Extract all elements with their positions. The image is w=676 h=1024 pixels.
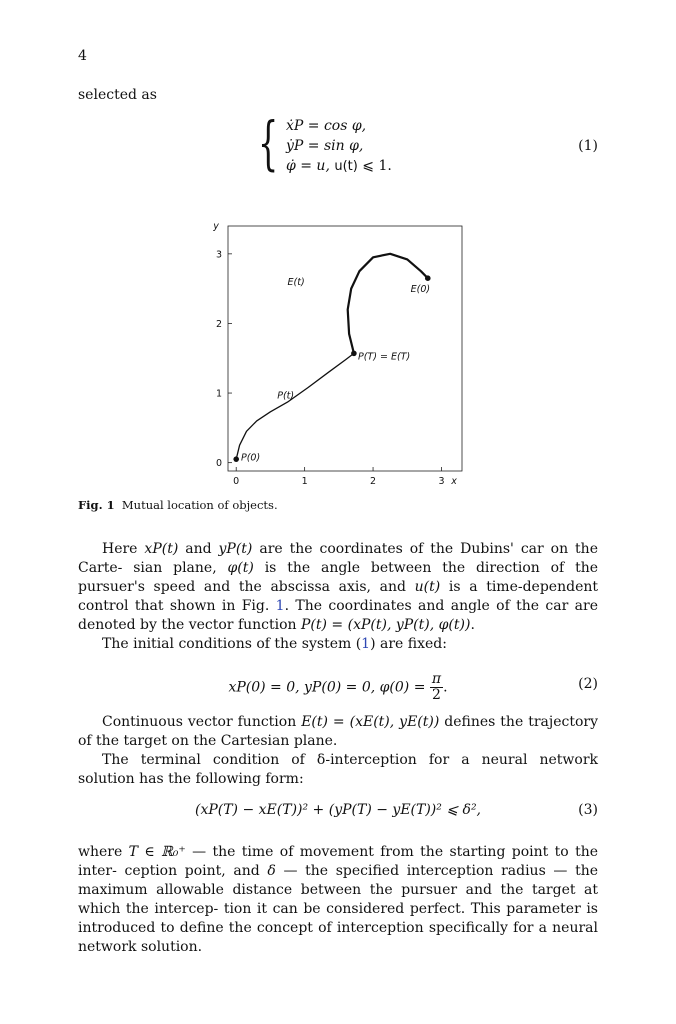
left-brace-icon: {	[258, 109, 279, 177]
point-e-0-	[425, 275, 431, 281]
annotation-e0: E(0)	[410, 284, 431, 296]
p1-s9: is a time-dependent control that shown in Fig.	[78, 579, 598, 614]
paragraph-3	[78, 713, 598, 789]
p1-s5: are the coordinates of the Dubins' car on the Carte- sian plane,	[78, 541, 598, 576]
figure-caption	[78, 498, 278, 512]
y-tick-label-2: 2	[215, 318, 222, 330]
p2-s1: The initial conditions of the system (	[102, 636, 362, 652]
pi-over-two	[430, 672, 443, 703]
equation-1-line-2: ẏP = sin φ,	[286, 138, 364, 154]
p1-s8: u(t)	[414, 579, 441, 595]
plot-frame	[228, 226, 462, 471]
equation-3: (xP(T) − xE(T))² + (yP(T) − yE(T))² ⩽ δ²,	[194, 802, 482, 818]
p1-s11: . The coordinates and angle of the car are denoted by the vector function	[78, 598, 598, 633]
p3-s2: E(t) = (xE(t), yE(t))	[301, 714, 440, 730]
equation-1-line-1: ẋP = cos φ,	[286, 118, 367, 134]
y-axis-label: y	[213, 221, 219, 232]
equation-3-number: (3)	[578, 802, 598, 818]
p3-s3: defines the trajectory of the target on the Cartesian plane.	[78, 714, 598, 749]
equation-1-link[interactable]: 1	[361, 636, 371, 652]
y-tick-label-0: 0	[215, 458, 222, 470]
equation-1-number: (1)	[578, 138, 598, 154]
equation-1	[258, 109, 412, 178]
x-tick-label-3: 3	[438, 476, 445, 487]
point-p-t-e-t-	[351, 351, 357, 357]
y-tick-label-1: 1	[215, 388, 222, 400]
trajectory-chart	[180, 218, 480, 490]
paragraph-4: The terminal condition of δ-interception for a neural network solution has the following form:	[78, 752, 598, 787]
p1-s6: φ(t)	[227, 560, 254, 576]
equation-1-control: u(t)	[334, 159, 358, 174]
series-target-path	[348, 254, 431, 354]
equation-2-tail: .	[443, 679, 448, 696]
x-axis-label: x	[451, 476, 457, 487]
equation-2-lhs: xP(0) = 0, yP(0) = 0, φ(0) =	[228, 679, 426, 696]
p1-s13: .	[470, 617, 475, 633]
page-number: 4	[78, 48, 87, 64]
fraction-numerator: π	[431, 671, 442, 687]
point-p-0-	[233, 456, 239, 462]
fraction-denominator: 2	[432, 687, 441, 703]
p1-s3: and	[178, 541, 219, 557]
equation-1-line-3-c: ⩽ 1.	[362, 158, 392, 174]
p1-s12: P(t) = (xP(t), yP(t), φ(t))	[301, 617, 471, 633]
p1-s1: Here	[102, 541, 145, 557]
paragraph-5	[78, 843, 598, 957]
p1-s7: is the angle between the direction of the pursuer's speed and the abscissa axis, and	[78, 560, 599, 595]
figure-1-link[interactable]: 1	[275, 598, 285, 614]
equation-2	[78, 672, 598, 703]
series-pursuer-path	[236, 353, 354, 459]
p1-s4: yP(t)	[218, 541, 253, 557]
figure-caption-text: Mutual location of objects.	[121, 498, 278, 512]
annotation-et: E(t)	[287, 277, 305, 289]
equation-2-number: (2)	[578, 676, 598, 692]
p5-s2: T ∈ ℝ₀⁺	[128, 844, 186, 860]
equation-1-line-3-a: φ̇ = u,	[286, 158, 330, 174]
annotation-pt: P(t)	[277, 390, 295, 402]
x-tick-label-2: 2	[370, 476, 377, 487]
annotation-p0: P(0)	[241, 452, 261, 464]
figure-label: Fig. 1	[78, 498, 115, 512]
intro-text: selected as	[78, 87, 157, 103]
annotation-pT: P(T) = E(T)	[358, 351, 411, 363]
x-tick-label-1: 1	[301, 476, 308, 487]
p3-s1: Continuous vector function	[102, 714, 302, 730]
y-tick-label-3: 3	[215, 249, 222, 261]
p2-s3: ) are fixed:	[370, 636, 447, 652]
x-tick-label-0: 0	[233, 476, 240, 487]
p5-s1: where	[78, 844, 129, 860]
p5-s3: — the time of movement from the starting point to the inter- ception point, and	[78, 844, 598, 879]
p5-s4: δ	[267, 863, 276, 879]
p1-s2: xP(t)	[144, 541, 179, 557]
p5-s5: — the specified interception radius — the maximum allowable distance between the pursuer and the target at which the intercep- tion it can be considered perfect. This parameter is introduced to define the concept of interception specifically for a neural network solution.	[78, 863, 598, 955]
equation-1-line-3	[286, 158, 392, 174]
paragraph-1	[78, 540, 598, 654]
